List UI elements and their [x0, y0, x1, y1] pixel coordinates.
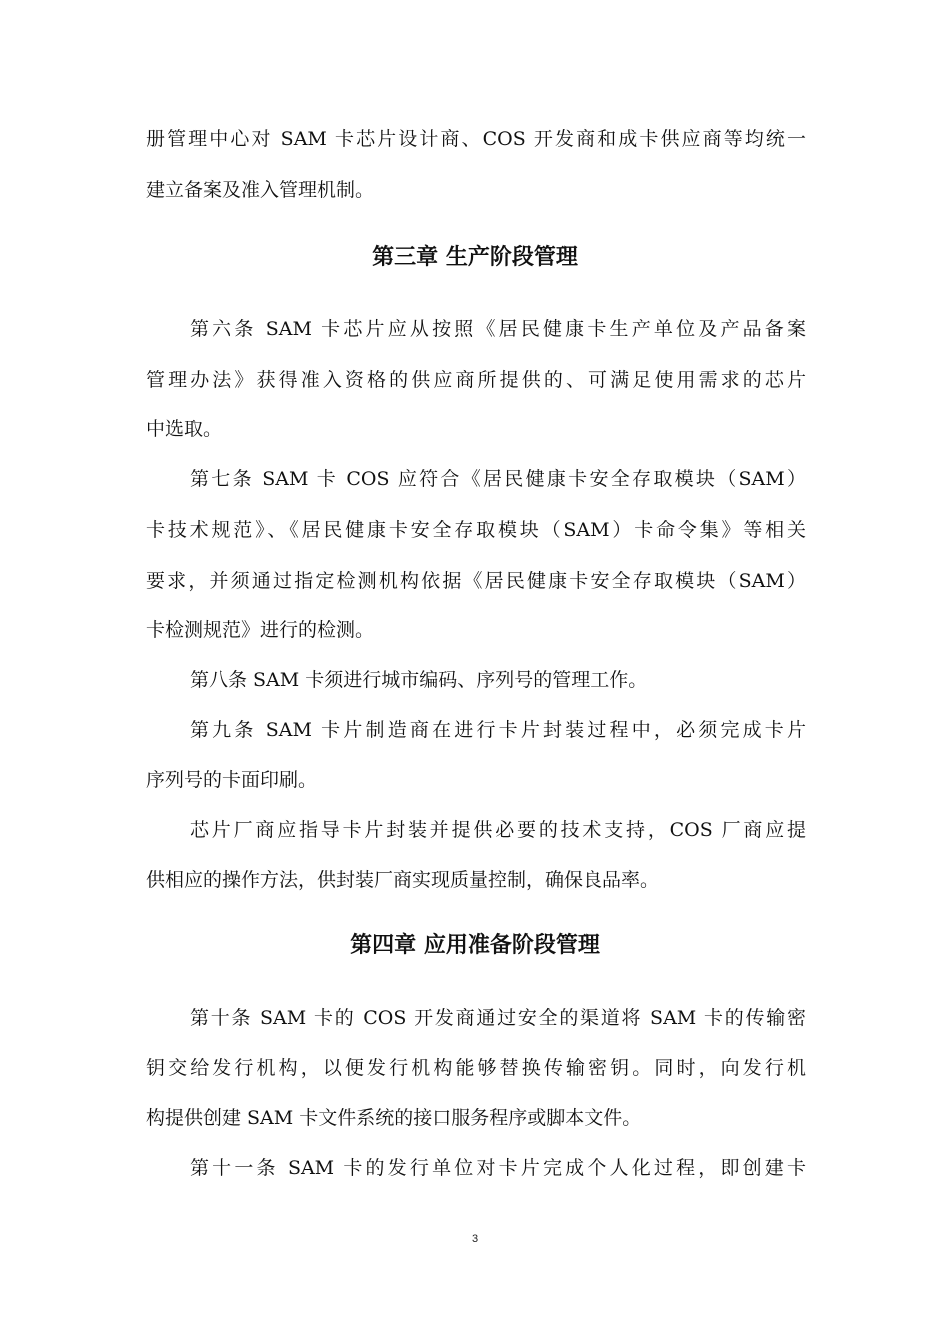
chapter-three-heading: 第三章 生产阶段管理 [372, 245, 578, 270]
article-nine-supplement-line: 供相应的操作方法，供封装厂商实现质量控制，确保良品率。 [146, 869, 660, 891]
chapter-four-heading: 第四章 应用准备阶段管理 [350, 933, 600, 958]
article-six-line: 管理办法》获得准入资格的供应商所提供的、可满足使用需求的芯片 [146, 369, 806, 391]
article-eight-line: 第八条 SAM 卡须进行城市编码、序列号的管理工作。 [190, 669, 648, 691]
article-nine-line: 序列号的卡面印刷。 [146, 769, 318, 791]
article-seven-line: 卡检测规范》进行的检测。 [146, 619, 375, 641]
article-seven-line: 第七条 SAM 卡 COS 应符合《居民健康卡安全存取模块（SAM） [190, 468, 806, 490]
article-ten-line: 第十条 SAM 卡的 COS 开发商通过安全的渠道将 SAM 卡的传输密 [190, 1007, 806, 1029]
article-seven-line: 卡技术规范》、《居民健康卡安全存取模块（SAM）卡命令集》等相关 [146, 519, 806, 541]
article-nine-supplement-line: 芯片厂商应指导卡片封装并提供必要的技术支持，COS 厂商应提 [190, 819, 806, 841]
article-ten-line: 构提供创建 SAM 卡文件系统的接口服务程序或脚本文件。 [146, 1107, 642, 1129]
page-number: 3 [471, 1233, 479, 1245]
text-line: 册管理中心对 SAM 卡芯片设计商、COS 开发商和成卡供应商等均统一 [146, 128, 806, 150]
article-six-line: 第六条 SAM 卡芯片应从按照《居民健康卡生产单位及产品备案 [190, 318, 806, 340]
article-ten-line: 钥交给发行机构，以便发行机构能够替换传输密钥。同时，向发行机 [146, 1057, 806, 1079]
article-nine-line: 第九条 SAM 卡片制造商在进行卡片封装过程中，必须完成卡片 [190, 719, 806, 741]
text-line: 建立备案及准入管理机制。 [146, 179, 375, 201]
article-eleven-line: 第十一条 SAM 卡的发行单位对卡片完成个人化过程，即创建卡 [190, 1157, 806, 1179]
article-six-line: 中选取。 [146, 418, 223, 440]
article-seven-line: 要求，并须通过指定检测机构依据《居民健康卡安全存取模块（SAM） [146, 570, 806, 592]
